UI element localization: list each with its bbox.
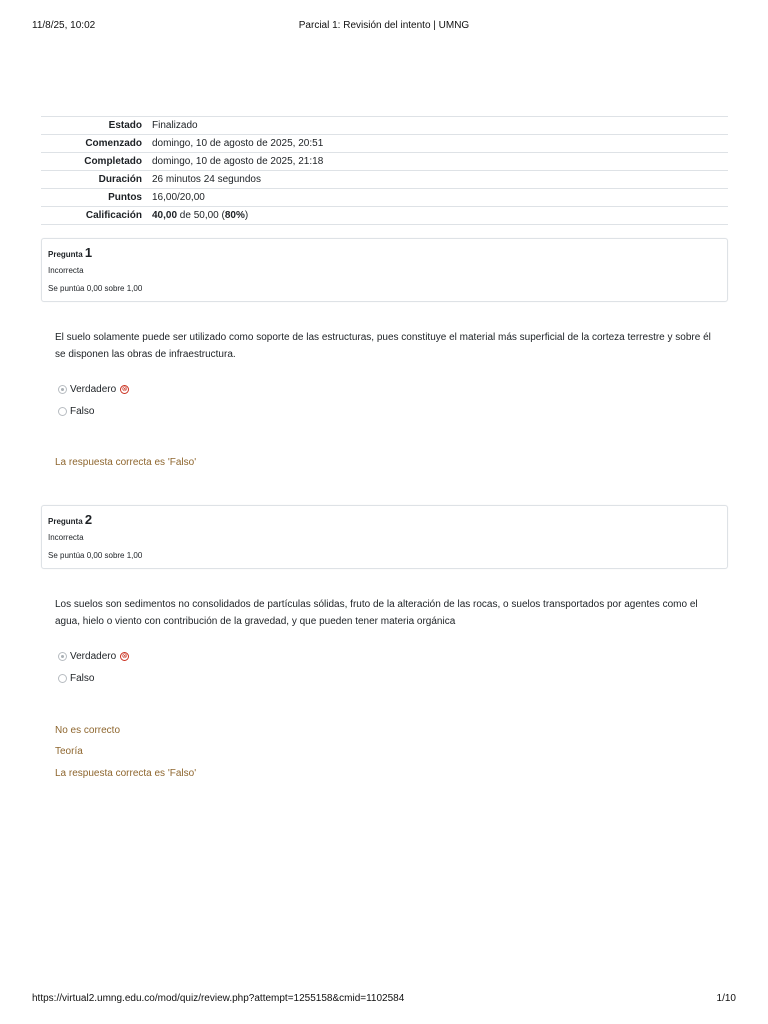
correct-answer-feedback: La respuesta correcta es 'Falso' xyxy=(55,457,197,468)
question-info-2 xyxy=(41,505,728,569)
summary-label: Estado xyxy=(108,120,142,131)
summary-grade-value xyxy=(147,207,728,225)
summary-row-completed xyxy=(41,153,728,171)
question-text-2: Los suelos son sedimentos no consolidados de partículas sólidas, fruto de la alteración de las rocas, o suelos transportados por agentes como el agua, hielo o viento con contribución de la gravedad, y que pueden tener materia orgánica xyxy=(55,599,698,627)
grade-of-text: de 50,00 ( xyxy=(177,210,225,221)
correct-answer-feedback: La respuesta correcta es 'Falso' xyxy=(55,768,197,779)
question-state: Incorrecta xyxy=(48,266,84,275)
summary-row-grade xyxy=(41,207,728,225)
question-number-value: 1 xyxy=(84,245,93,260)
answer-option-false[interactable] xyxy=(58,404,94,418)
summary-value: domingo, 10 de agosto de 2025, 21:18 xyxy=(152,156,324,167)
summary-label: Completado xyxy=(84,156,142,167)
question-number xyxy=(48,245,92,260)
print-page-number: 1/10 xyxy=(716,993,736,1004)
answer-label: Falso xyxy=(70,405,95,417)
grade-score: 40,00 xyxy=(152,210,178,221)
summary-row-points xyxy=(41,189,728,207)
print-url: https://virtual2.umng.edu.co/mod/quiz/review.php?attempt=1255158&cmid=1102584 xyxy=(32,993,405,1004)
question-state: Incorrecta xyxy=(48,533,84,542)
print-datetime: 11/8/25, 10:02 xyxy=(32,20,96,31)
radio-selected-icon[interactable] xyxy=(58,652,67,661)
summary-value: domingo, 10 de agosto de 2025, 20:51 xyxy=(152,138,324,149)
summary-label: Puntos xyxy=(108,192,142,203)
incorrect-icon: ⊗ xyxy=(121,652,128,660)
summary-row-duration xyxy=(41,171,728,189)
incorrect-icon: ⊗ xyxy=(121,385,128,393)
summary-row-started xyxy=(41,135,728,153)
question-label: Pregunta xyxy=(48,517,83,526)
answer-option-true[interactable] xyxy=(58,649,129,663)
answer-option-false[interactable] xyxy=(58,671,94,685)
print-footer xyxy=(32,993,736,1007)
question-info-1 xyxy=(41,238,728,302)
question-grade: Se puntúa 0,00 sobre 1,00 xyxy=(48,284,143,293)
general-feedback: Teoría xyxy=(55,746,83,757)
answer-option-true[interactable] xyxy=(58,382,129,396)
summary-value: Finalizado xyxy=(152,120,198,131)
grade-percent: 80% xyxy=(224,210,245,221)
summary-label: Duración xyxy=(98,174,142,185)
attempt-summary-table xyxy=(41,116,728,225)
radio-unselected-icon[interactable] xyxy=(58,407,67,416)
question-grade: Se puntúa 0,00 sobre 1,00 xyxy=(48,551,143,560)
question-number xyxy=(48,512,92,527)
question-number-value: 2 xyxy=(84,512,93,527)
summary-value: 26 minutos 24 segundos xyxy=(152,174,261,185)
print-header xyxy=(32,20,736,34)
answer-label: Falso xyxy=(70,672,95,684)
print-page-title: Parcial 1: Revisión del intento | UMNG xyxy=(298,20,470,31)
summary-value: 16,00/20,00 xyxy=(152,192,205,203)
summary-label: Comenzado xyxy=(85,138,142,149)
answer-label: Verdadero xyxy=(70,383,117,395)
radio-unselected-icon[interactable] xyxy=(58,674,67,683)
answer-label: Verdadero xyxy=(70,650,117,662)
summary-row-state xyxy=(41,117,728,135)
summary-label: Calificación xyxy=(85,210,142,221)
question-text-1: El suelo solamente puede ser utilizado como soporte de las estructuras, pues constituye el material más superficial de la corteza terrestre y sobre él se disponen las obras de infraestructura. xyxy=(55,332,711,360)
grade-close: ) xyxy=(244,210,249,221)
specific-feedback: No es correcto xyxy=(55,725,121,736)
question-label: Pregunta xyxy=(48,250,83,259)
radio-selected-icon[interactable] xyxy=(58,385,67,394)
